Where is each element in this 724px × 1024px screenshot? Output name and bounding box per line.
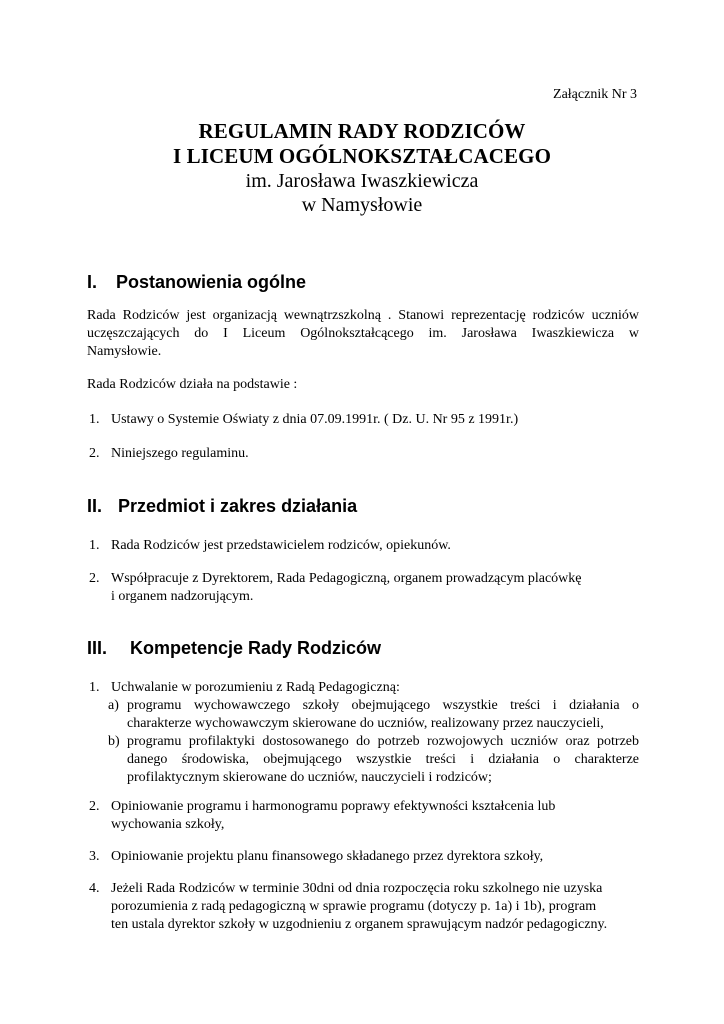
list-item-text-line-1: Jeżeli Rada Rodziców w terminie 30dni od dnia rozpoczęcia roku szkolnego nie uzyska — [111, 881, 603, 896]
list-item — [87, 445, 639, 463]
list-item — [87, 411, 639, 429]
section-3-number: III. — [87, 638, 108, 658]
section-1-number: I. — [87, 272, 98, 292]
sub-list-line: danego środowiska, obejmującego wszystkie treści i działania o charakterze — [127, 752, 639, 767]
list-item-text: Ustawy o Systemie Oświaty z dnia 07.09.1991r. ( Dz. U. Nr 95 z 1991r.) — [111, 412, 519, 427]
section-3-heading — [87, 638, 381, 659]
sub-list-item-a — [108, 697, 639, 733]
list-item — [87, 798, 639, 834]
section-3-title: Kompetencje Rady Rodziców — [130, 638, 382, 658]
list-item-number: 3. — [89, 849, 100, 864]
sub-list-letter: b) — [108, 734, 120, 749]
section-2-heading — [87, 496, 357, 517]
list-item-number: 1. — [89, 538, 100, 553]
paragraph-line: Namysłowie. — [87, 344, 162, 359]
list-item — [87, 880, 639, 934]
list-item-number: 4. — [89, 881, 100, 896]
section-2-number: II. — [87, 496, 103, 516]
sub-list-line: profilaktycznym skierowane do uczniów, nauczycieli i rodziców; — [127, 770, 492, 785]
list-item-text-line-2: wychowania szkoły, — [111, 817, 225, 832]
title-line-4: w Namysłowie — [301, 194, 423, 216]
list-item-number: 2. — [89, 571, 100, 586]
list-item-text-line-2: i organem nadzorującym. — [111, 589, 254, 604]
list-item-text-line-3: ten ustala dyrektor szkoły w uzgodnieniu z organem sprawującym nadzór pedagogiczny. — [111, 917, 608, 932]
section-1-title: Postanowienia ogólne — [116, 272, 307, 292]
list-item-text-line-1: Opiniowanie programu i harmonogramu poprawy efektywności kształcenia lub — [111, 799, 556, 814]
list-item-number: 1. — [89, 680, 100, 695]
paragraph-line: uczęszczających do I Liceum Ogólnokształcącego im. Jarosława Iwaszkiewicza w — [87, 326, 639, 341]
section-2-title: Przedmiot i zakres działania — [118, 496, 358, 516]
section-1-heading — [87, 272, 306, 293]
sub-list-letter: a) — [108, 698, 119, 713]
list-item-text: Opiniowanie projektu planu finansowego składanego przez dyrektora szkoły, — [111, 849, 544, 864]
list-item-text-line-1: Współpracuje z Dyrektorem, Rada Pedagogiczną, organem prowadzącym placówkę — [111, 571, 582, 586]
list-item — [87, 570, 639, 606]
sub-list-line: charakterze wychowawczym skierowane do uczniów, realizowany przez nauczycieli, — [127, 716, 604, 731]
list-item-text: Rada Rodziców jest przedstawicielem rodziców, opiekunów. — [111, 538, 451, 553]
sub-list-line: programu profilaktyki dostosowanego do potrzeb rozwojowych uczniów oraz potrzeb — [127, 734, 639, 749]
list-item-text: Niniejszego regulaminu. — [111, 446, 249, 461]
attachment-label: Załącznik Nr 3 — [553, 87, 637, 102]
list-item-text: Uchwalanie w porozumieniu z Radą Pedagogiczną: — [111, 680, 400, 695]
paragraph-line: Rada Rodziców jest organizacją wewnątrzszkolną . Stanowi reprezentację rodziców uczniów — [87, 308, 639, 323]
sub-list-item-b — [108, 733, 639, 787]
list-item-number: 2. — [89, 446, 100, 461]
title-line-1: REGULAMIN RADY RODZICÓW — [198, 119, 526, 143]
list-item-text-line-2: porozumienia z radą pedagogiczną w sprawie programu (dotyczy p. 1a) i 1b), program — [111, 899, 597, 914]
title-line-2: I LICEUM OGÓLNOKSZTAŁCACEGO — [172, 144, 552, 168]
title-line-3: im. Jarosława Iwaszkiewicza — [245, 170, 479, 192]
list-item-number: 1. — [89, 412, 100, 427]
sub-list-line: programu wychowawczego szkoły obejmującego wszystkie treści i działania o — [127, 698, 639, 713]
list-item-number: 2. — [89, 799, 100, 814]
list-item — [87, 679, 639, 697]
section-1-paragraph-2: Rada Rodziców działa na podstawie : — [87, 377, 298, 392]
list-item — [87, 848, 639, 866]
document-title — [0, 119, 724, 217]
list-item — [87, 537, 639, 555]
section-1-paragraph-1 — [87, 307, 639, 361]
